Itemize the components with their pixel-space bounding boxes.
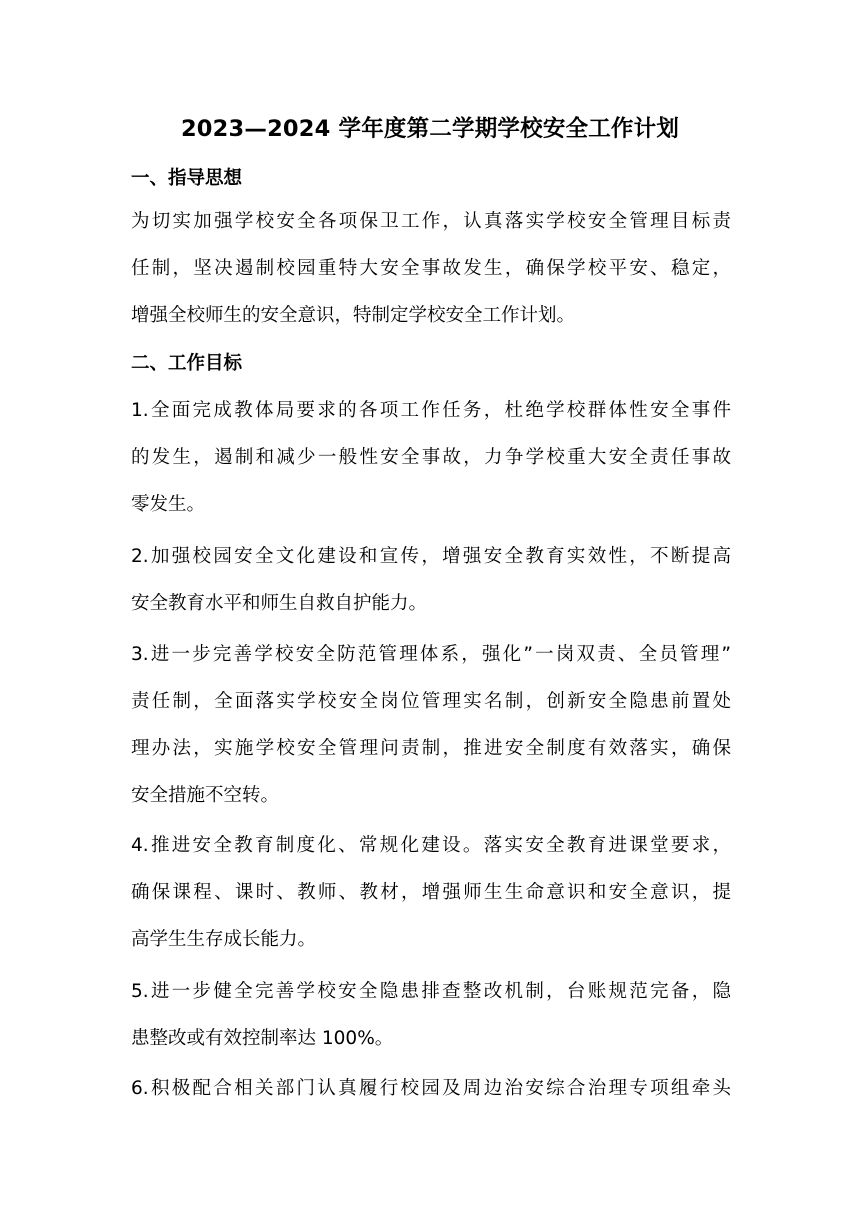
- paragraph-line: 5.进一步健全完善学校安全隐患排查整改机制，台账规范完备，隐: [131, 981, 731, 1002]
- paragraph-goal-5: [131, 980, 731, 1074]
- paragraph-line: 2.加强校园安全文化建设和宣传，增强安全教育实效性，不断提高: [131, 546, 731, 567]
- paragraph-line: 高学生生存成长能力。: [131, 929, 317, 950]
- paragraph-goal-2: [131, 545, 731, 639]
- paragraph-line: 增强全校师生的安全意识，特制定学校安全工作计划。: [131, 305, 576, 326]
- section-heading-guiding-ideology: 一、指导思想: [131, 168, 243, 189]
- section-heading-work-goals: 二、工作目标: [131, 353, 243, 374]
- paragraph-line: 3.进一步完善学校安全防范管理体系，强化”一岗双责、全员管理”: [131, 644, 731, 665]
- paragraph-guiding-ideology: [131, 210, 731, 351]
- document-title: 2023—2024 学年度第二学期学校安全工作计划: [180, 116, 680, 142]
- paragraph-goal-6: [131, 1077, 731, 1124]
- paragraph-line: 4.推进安全教育制度化、常规化建设。落实安全教育进课堂要求，: [131, 835, 731, 856]
- paragraph-goal-4: [131, 834, 731, 975]
- paragraph-line: 确保课程、课时、教师、教材，增强师生生命意识和安全意识，提: [131, 882, 731, 903]
- paragraph-line: 任制，坚决遏制校园重特大安全事故发生，确保学校平安、稳定，: [131, 258, 731, 279]
- paragraph-line: 零发生。: [131, 494, 206, 515]
- paragraph-line: 患整改或有效控制率达 100%。: [131, 1028, 394, 1049]
- paragraph-line: 的发生，遏制和减少一般性安全事故，力争学校重大安全责任事故: [131, 447, 731, 468]
- paragraph-line: 安全教育水平和师生自救自护能力。: [131, 593, 428, 614]
- paragraph-line: 安全措施不空转。: [131, 785, 280, 806]
- paragraph-goal-1: [131, 399, 731, 540]
- paragraph-line: 为切实加强学校安全各项保卫工作，认真落实学校安全管理目标责: [131, 211, 731, 232]
- paragraph-line: 责任制，全面落实学校安全岗位管理实名制，创新安全隐患前置处: [131, 691, 731, 712]
- paragraph-line: 1.全面完成教体局要求的各项工作任务，杜绝学校群体性安全事件: [131, 400, 731, 421]
- paragraph-line: 理办法，实施学校安全管理问责制，推进安全制度有效落实，确保: [131, 738, 731, 759]
- paragraph-line: 6.积极配合相关部门认真履行校园及周边治安综合治理专项组牵头: [131, 1078, 731, 1099]
- paragraph-goal-3: [131, 643, 731, 831]
